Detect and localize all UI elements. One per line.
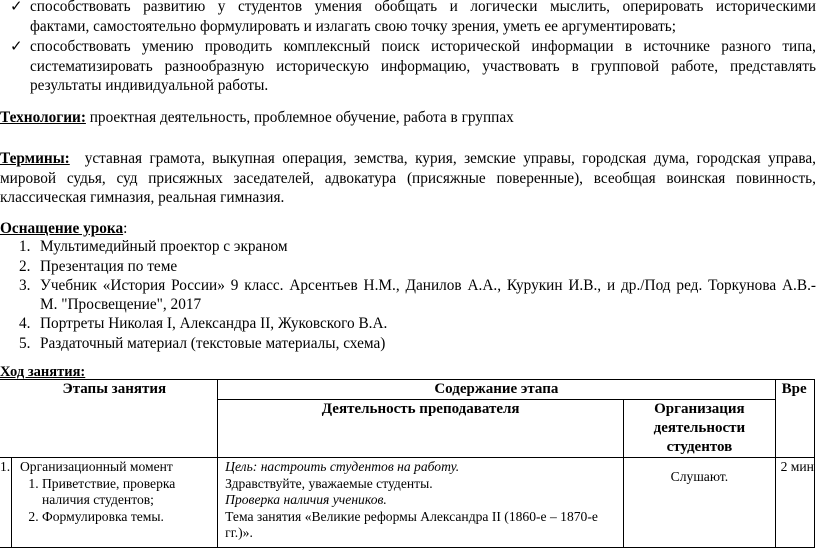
equipment-item-num: 4. [19,315,31,332]
terms-line-2: мировой судья, суд присяжных заседателей, адвокатура (присяжные поверенные), всеобщая воинская повинность, [0,170,816,187]
checkmark-icon: ✓ [10,39,23,55]
equipment-item-num: 2. [19,258,31,275]
student-activity-cell: Слушают. [624,458,775,548]
technologies-text: проектная деятельность, проблемное обучение, работа в группах [85,109,514,126]
equipment-heading: Оснащение урока: [0,220,128,237]
header-stages: Этапы занятия [11,380,217,458]
row-number: 1. [0,458,11,548]
stage-cell [11,458,217,548]
equipment-item-num: 5. [19,335,31,352]
header-time: Вре [775,380,814,458]
equipment-item-continued: М. "Просвещение", 2017 [40,296,202,313]
lesson-flow-label: Ход занятия: [0,364,86,380]
lesson-goal: Цель: настроить студентов на работу. [225,459,460,474]
equipment-item: Портреты Николая I, Александра II, Жуковского В.А. [40,315,388,332]
goal-2-line-2: систематизировать разнообразную историческую информацию, участвовать в групповой работе, представлять [30,58,816,75]
equipment-item-num: 1. [19,238,31,255]
terms-line-3: классическая гимназия, реальная гимназия. [0,189,285,206]
equipment-item: Раздаточный материал (текстовые материалы, схема) [40,335,386,352]
header-teacher-activity: Деятельность преподавателя [218,400,624,458]
stage-title: Организационный момент [19,459,173,474]
terms-line-1 [0,149,816,169]
technologies-label: Технологии: [0,109,86,126]
equipment-item: Мультимедийный проектор с экраном [40,238,288,255]
teacher-greeting: Здравствуйте, уважаемые студенты. [225,475,433,491]
equipment-label: Оснащение урока [0,220,124,237]
terms-text-1: уставная грамота, выкупная операция, земства, курия, земские управы, городская дума, городская управа, [84,150,816,167]
goal-2-line-1: способствовать умению проводить комплексный поиск исторической информации в источнике разного типа, [30,38,816,55]
goal-2-line-3: результаты индивидуальной работы. [30,77,269,94]
lesson-topic: Тема занятия «Великие реформы Александра II (1860-е – 1870-е гг.)». [225,508,598,541]
equipment-item: Презентация по теме [40,258,178,275]
header-student-activity: Организация деятельности студентов [624,400,775,458]
attendance-check: Проверка наличия учеников. [225,492,387,508]
table-row [0,458,815,548]
header-content: Содержание этапа [218,380,775,400]
teacher-activity-cell [218,458,624,548]
list-item: 1. Приветствие, проверка наличия студентов; [42,476,213,509]
checkmark-icon: ✓ [10,0,23,15]
technologies-paragraph [0,108,514,128]
equipment-item-num: 3. [19,277,31,294]
list-item: 2. Формулировка темы. [42,509,213,526]
goal-1-line-2: фактами, самостоятельно формулировать и излагать свою точку зрения, уметь ее аргументировать; [30,18,677,35]
stage-steps-list [20,476,213,526]
table-header-row [0,380,815,400]
equipment-item: Учебник «История России» 9 класс. Арсентьев Н.М., Данилов А.А., Курукин И.В., и др./Под ред. Торкунова А.В.- [40,277,816,294]
lesson-plan-table [0,379,815,548]
time-cell: 2 мин [775,458,814,548]
goal-1-line-1: способствовать развитию у студентов умения обобщать и логически мыслить, оперировать историческими [30,0,816,15]
terms-label: Термины: [0,150,70,167]
